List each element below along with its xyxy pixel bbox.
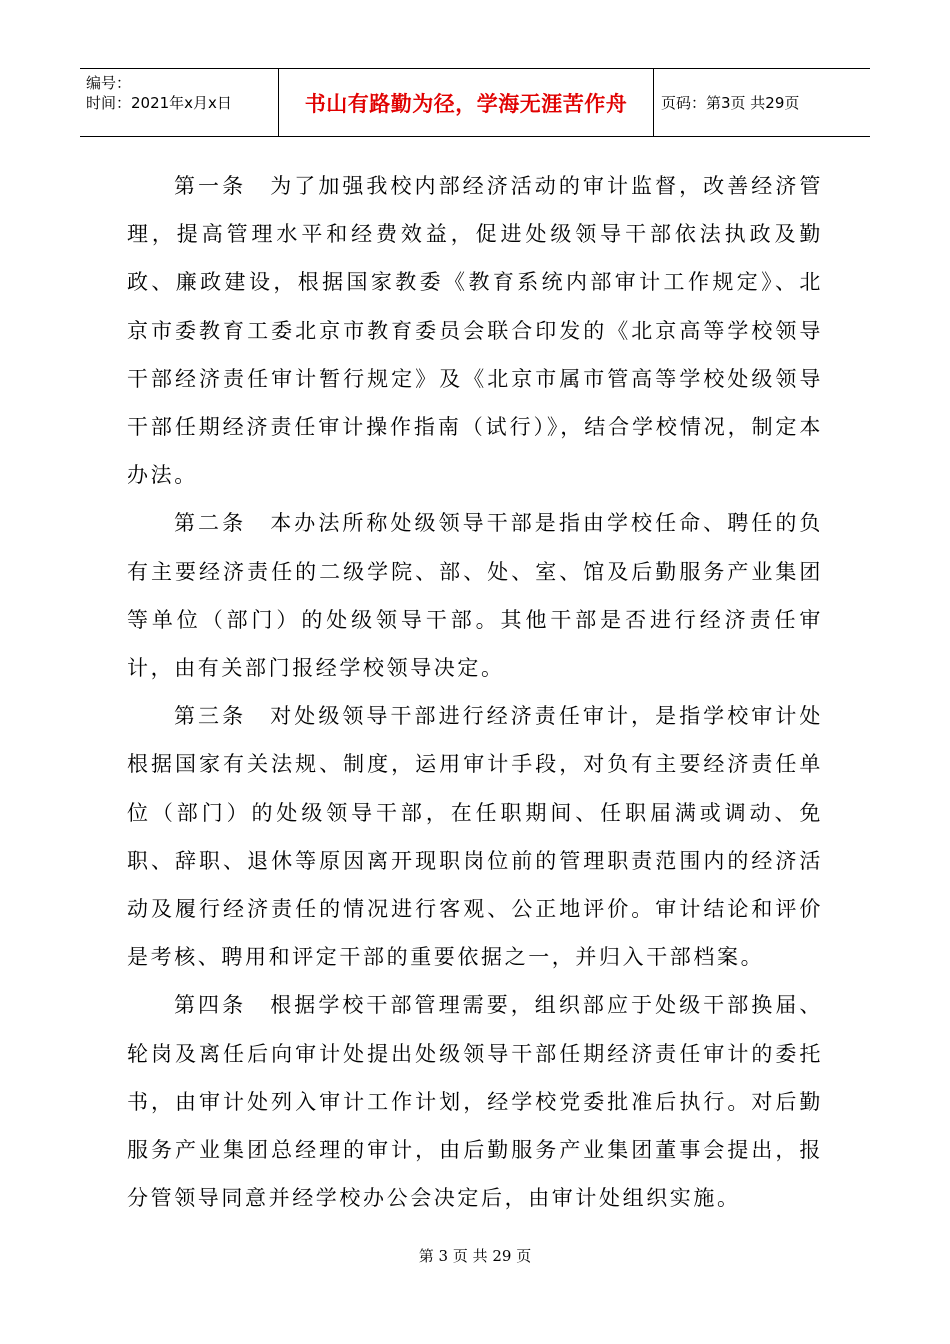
header-motto: 书山有路勤为径，学海无涯苦作舟 [279, 69, 654, 136]
document-number-label: 编号： [86, 74, 132, 92]
article-3: 第三条 对处级领导干部进行经济责任审计，是指学校审计处根据国家有关法规、制度，运用审计手段，对负有主要经济责任单位（部门）的处级领导干部，在任职期间、任职届满或调动、免职、辞职、退休等原因离开现职岗位前的管理职责范围内的经济活动及履行经济责任的情况进行客观、公正地评价。审计结论和评价是考核、聘用和评定干部的重要依据之一，并归入干部档案。 [127, 704, 823, 970]
header-meta [80, 69, 279, 136]
document-time-label: 时间：2021年x月x日 [86, 94, 232, 112]
page-footer: 第 3 页 共 29 页 [418, 1247, 532, 1265]
article-1: 第一条 为了加强我校内部经济活动的审计监督，改善经济管理，提高管理水平和经费效益，促进处级领导干部依法执政及勤政、廉政建设，根据国家教委《教育系统内部审计工作规定》、北京市委教育工委北京市教育委员会联合印发的《北京高等学校领导干部经济责任审计暂行规定》及《北京市属市管高等学校处级领导干部任期经济责任审计操作指南（试行）》，结合学校情况，制定本办法。 [127, 174, 823, 488]
article-2: 第二条 本办法所称处级领导干部是指由学校任命、聘任的负有主要经济责任的二级学院、部、处、室、馆及后勤服务产业集团等单位（部门）的处级领导干部。其他干部是否进行经济责任审计，由有关部门报经学校领导决定。 [127, 511, 823, 681]
page-header [80, 68, 870, 137]
document-body [127, 162, 823, 1222]
header-page-info: 页码：第3页 共29页 [661, 94, 800, 112]
article-4: 第四条 根据学校干部管理需要，组织部应于处级干部换届、轮岗及离任后向审计处提出处级领导干部任期经济责任审计的委托书，由审计处列入审计工作计划，经学校党委批准后执行。对后勤服务产业集团总经理的审计，由后勤服务产业集团董事会提出，报分管领导同意并经学校办公会决定后，由审计处组织实施。 [127, 993, 823, 1211]
